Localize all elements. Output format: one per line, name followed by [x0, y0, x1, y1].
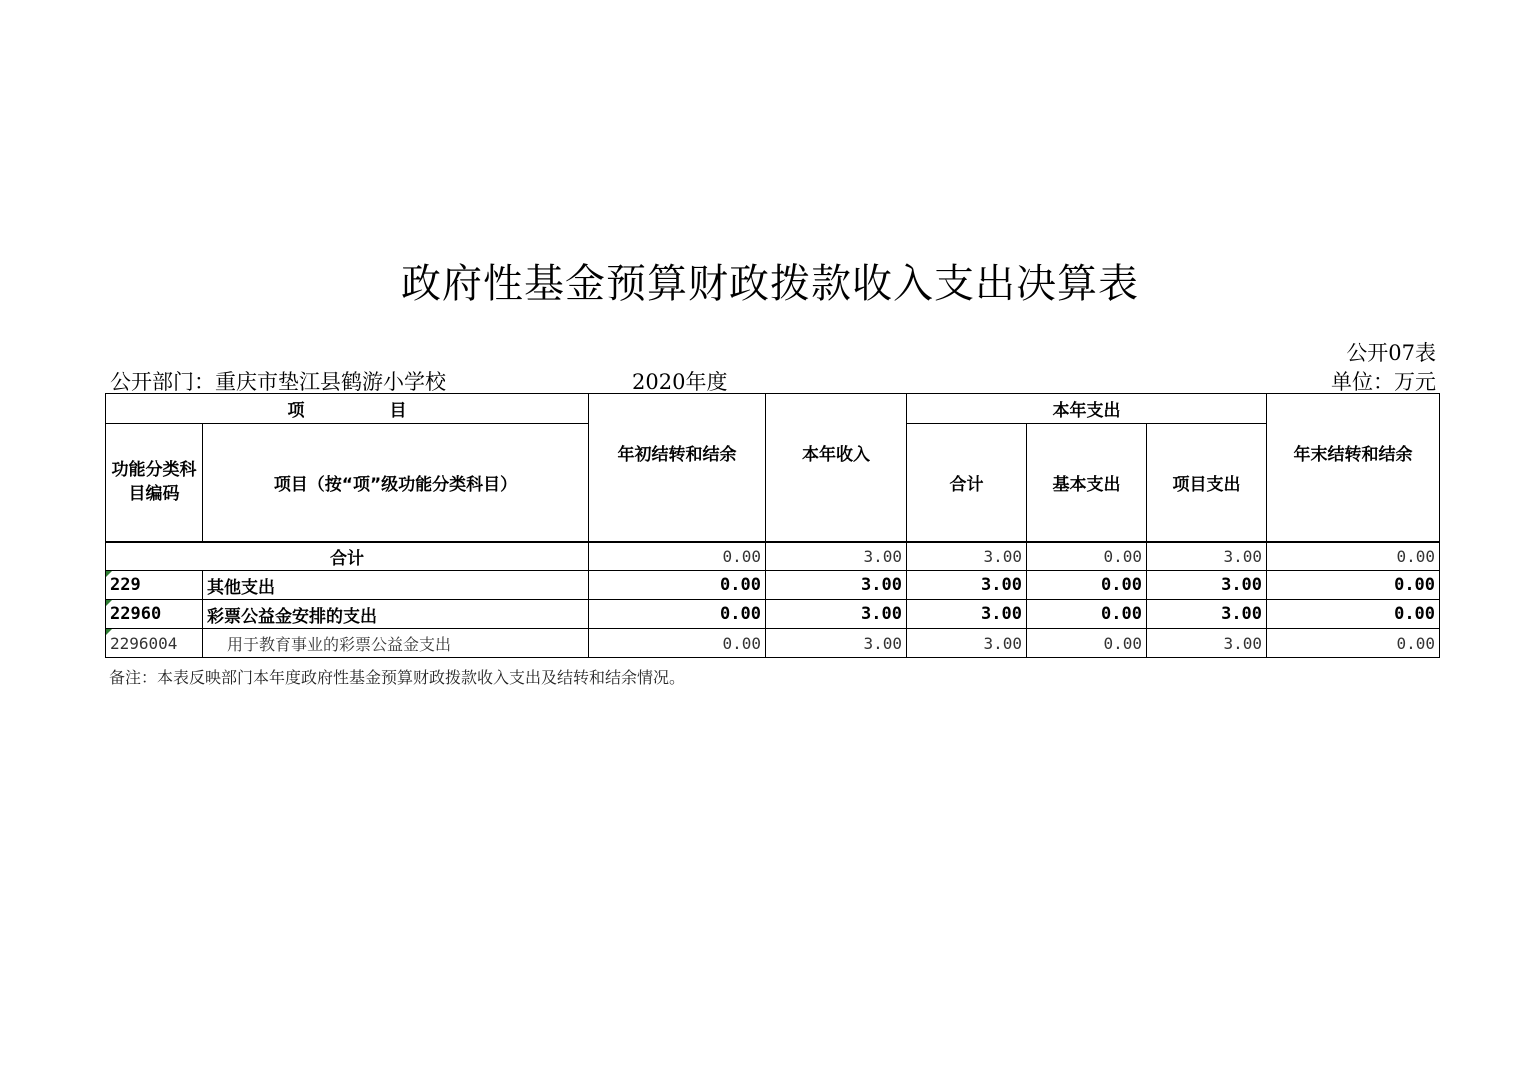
- comment-marker-icon: [106, 629, 112, 635]
- row-basic: 0.00: [1027, 571, 1147, 600]
- row-basic: 0.00: [1027, 600, 1147, 629]
- row-total: 3.00: [907, 600, 1027, 629]
- row-begin: 0.00: [589, 629, 766, 658]
- comment-marker-icon: [106, 600, 112, 606]
- unit-label: 单位：万元: [1331, 370, 1436, 394]
- row-begin: 0.00: [589, 571, 766, 600]
- total-basic: 0.00: [1027, 542, 1147, 571]
- row-income: 3.00: [766, 629, 907, 658]
- table-row: [106, 629, 1440, 658]
- header-expense-group: 本年支出: [907, 394, 1267, 424]
- total-end: 0.00: [1267, 542, 1440, 571]
- row-end: 0.00: [1267, 571, 1440, 600]
- department-label: 公开部门：重庆市垫江县鹤游小学校: [110, 370, 446, 394]
- row-begin: 0.00: [589, 600, 766, 629]
- table-row: [106, 600, 1440, 629]
- row-income: 3.00: [766, 600, 907, 629]
- row-basic: 0.00: [1027, 629, 1147, 658]
- header-func-code: 功能分类科目编码: [106, 424, 203, 542]
- header-project-group: 项 目: [106, 394, 589, 424]
- row-project: 3.00: [1147, 571, 1267, 600]
- total-expense: 3.00: [907, 542, 1027, 571]
- page-title: 政府性基金预算财政拨款收入支出决算表: [401, 261, 1139, 307]
- total-label: 合计: [106, 542, 589, 571]
- row-total: 3.00: [907, 629, 1027, 658]
- header-project-expense: 项目支出: [1147, 424, 1267, 542]
- row-code: [106, 629, 203, 658]
- row-code-text: 22960: [110, 604, 162, 624]
- row-income: 3.00: [766, 571, 907, 600]
- table-code: 公开07表: [1346, 341, 1436, 365]
- comment-marker-icon: [106, 571, 112, 577]
- total-income: 3.00: [766, 542, 907, 571]
- row-end: 0.00: [1267, 600, 1440, 629]
- row-code-text: 2296004: [110, 633, 178, 653]
- row-project: 3.00: [1147, 629, 1267, 658]
- row-end: 0.00: [1267, 629, 1440, 658]
- row-name: 用于教育事业的彩票公益金支出: [203, 629, 589, 658]
- row-project: 3.00: [1147, 600, 1267, 629]
- budget-table: [105, 393, 1440, 658]
- year-label: 2020年度: [632, 370, 728, 394]
- header-end-balance: 年末结转和结余: [1267, 394, 1440, 542]
- row-name: 彩票公益金安排的支出: [203, 600, 589, 629]
- header-income: 本年收入: [766, 394, 907, 542]
- total-begin: 0.00: [589, 542, 766, 571]
- header-basic-expense: 基本支出: [1027, 424, 1147, 542]
- header-project-name: 项目（按“项”级功能分类科目）: [203, 424, 589, 542]
- footnote: 备注：本表反映部门本年度政府性基金预算财政拨款收入支出及结转和结余情况。: [109, 668, 686, 687]
- row-code-text: 229: [110, 575, 141, 595]
- header-begin-balance: 年初结转和结余: [589, 394, 766, 542]
- row-code: [106, 571, 203, 600]
- total-project: 3.00: [1147, 542, 1267, 571]
- row-code: [106, 600, 203, 629]
- table-row: [106, 571, 1440, 600]
- row-name: 其他支出: [203, 571, 589, 600]
- row-total: 3.00: [907, 571, 1027, 600]
- header-expense-total: 合计: [907, 424, 1027, 542]
- total-row: [106, 542, 1440, 571]
